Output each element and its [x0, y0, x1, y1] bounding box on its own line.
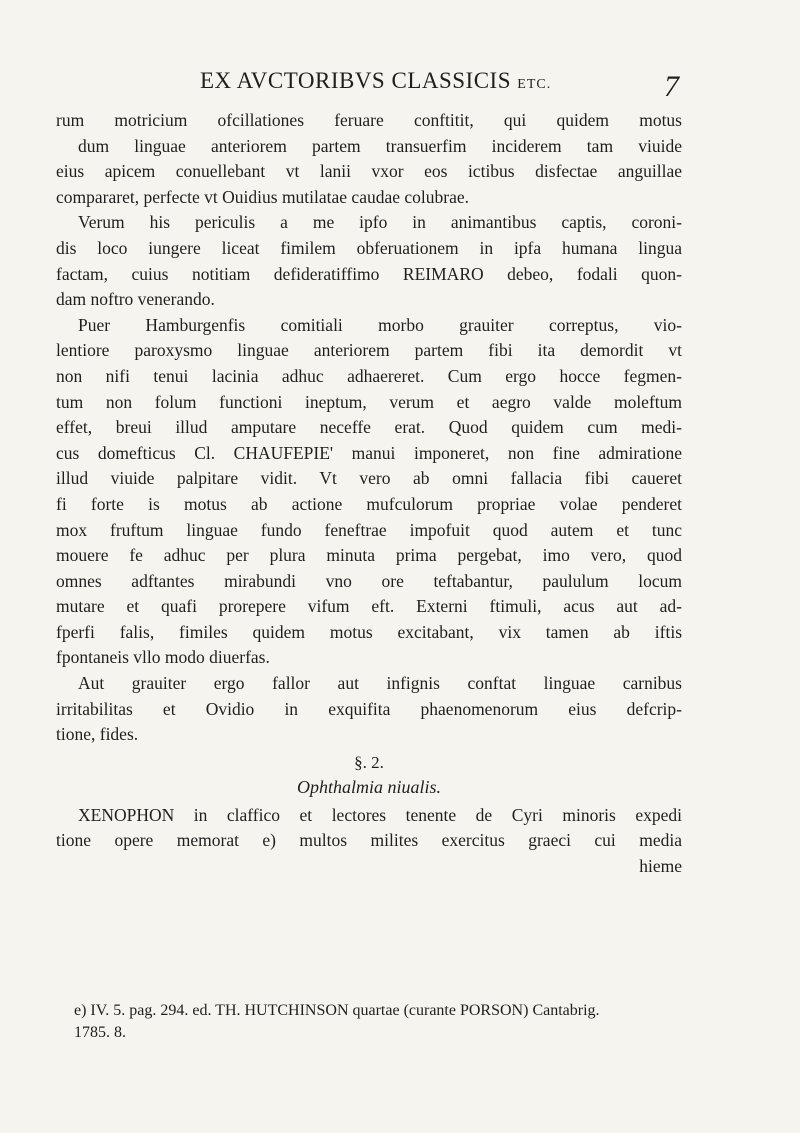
footnote-line: e) IV. 5. pag. 294. ed. TH. HUTCHINSON quartae (curante PORSON) Cantabrig.	[74, 1002, 600, 1019]
footnote	[74, 1000, 684, 1044]
paragraph-1	[56, 108, 682, 210]
text-line: non nifi tenui lacinia adhuc adhaereret. Cum ergo hocce fegmen-	[56, 365, 682, 386]
paragraph-2	[56, 210, 682, 312]
text-line: tione, fides.	[56, 724, 139, 745]
text-line: compararet, perfecte vt Ouidius mutilatae caudae colubrae.	[56, 186, 469, 207]
text-line: tum non folum functioni ineptum, verum et aegro valde moleftum	[56, 391, 682, 412]
text-line: omnes adftantes mirabundi vno ore teftabantur, paululum locum	[56, 570, 682, 591]
paragraph-3	[56, 313, 682, 671]
text-line: mox fruftum linguae fundo feneftrae impofuit quod autem et tunc	[56, 519, 682, 540]
text-line: dum linguae anteriorem partem transuerfim inciderem tam viuide	[78, 135, 682, 156]
text-line: rum motricium ofcillationes feruare conftitit, qui quidem motus	[56, 110, 682, 130]
running-etc: ETC.	[517, 77, 552, 92]
text-line: illud viuide palpitare vidit. Vt vero ab omni fallacia fibi caueret	[56, 468, 682, 489]
text-line: dam noftro venerando.	[56, 289, 215, 310]
text-line: fpontaneis vllo modo diuerfas.	[56, 647, 270, 668]
text-line: fi forte is motus ab actione mufculorum propriae volae penderet	[56, 493, 682, 514]
main-text	[56, 108, 682, 880]
running-header	[200, 68, 660, 94]
text-line: factam, cuius notitiam defideratiffimo REIMARO debeo, fodali quon-	[56, 263, 682, 284]
text-line: eius apicem conuellebant vt lanii vxor eos ictibus disfectae anguillae	[56, 161, 682, 182]
text-line: cus domefticus Cl. CHAUFEPIE' manui imponeret, non fine admiratione	[56, 442, 682, 463]
text-line: Puer Hamburgenfis comitiali morbo grauiter correptus, vio-	[78, 314, 682, 335]
footnote-line: 1785. 8.	[74, 1024, 126, 1041]
paragraph-4	[56, 671, 682, 748]
text-line: Aut grauiter ergo fallor aut infignis conftat linguae carnibus	[78, 673, 682, 694]
section-paragraph	[56, 803, 682, 880]
text-line: mouere fe adhuc per plura minuta prima pergebat, imo vero, quod	[56, 545, 682, 566]
text-line: XENOPHON in claffico et lectores tenente de Cyri minoris expedi	[78, 804, 682, 825]
text-line: irritabilitas et Ovidio in exquifita phaenomenorum eius defcrip-	[56, 698, 682, 719]
text-line: effet, breui illud amputare neceffe erat. Quod quidem cum medi-	[56, 417, 682, 438]
running-title: EX AVCTORIBVS CLASSICIS	[200, 68, 512, 93]
section-number: §. 2.	[354, 752, 384, 772]
catchword: hieme	[639, 856, 682, 877]
text-line: fperfi falis, fimiles quidem motus excitabant, vix tamen ab iftis	[56, 621, 682, 642]
text-line: lentiore paroxysmo linguae anteriorem partem fibi ita demordit vt	[56, 340, 682, 361]
text-line: mutare et quafi prorepere vifum eft. Externi ftimuli, acus aut ad-	[56, 596, 682, 617]
text-line: Verum his periculis a me ipfo in animantibus captis, coroni-	[78, 212, 682, 233]
text-line: tione opere memorat e) multos milites exercitus graeci cui media	[56, 830, 682, 851]
text-line: dis loco iungere liceat fimilem obferuationem in ipfa humana lingua	[56, 237, 682, 258]
section-title: Ophthalmia niualis.	[296, 776, 441, 797]
page-number: 7	[664, 70, 679, 103]
